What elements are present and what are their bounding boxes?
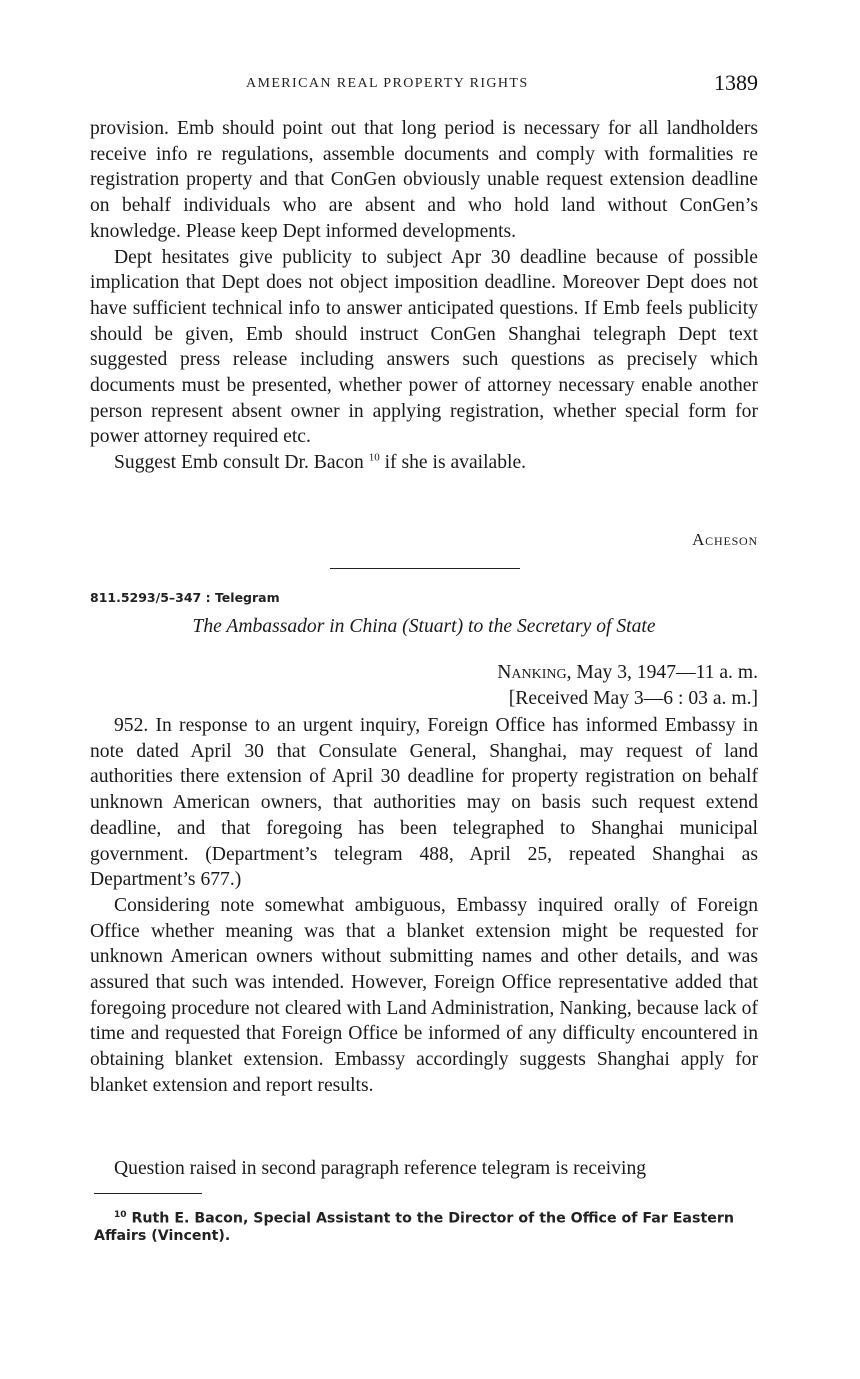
document-title: The Ambassador in China (Stuart) to the Secretary of State (192, 616, 656, 637)
footnote-divider (94, 1193, 202, 1194)
paragraph-text: Suggest Emb consult Dr. Bacon (114, 452, 364, 474)
date: May 3, 1947—11 a. m. (571, 662, 758, 683)
footnote-reference: 10 (368, 451, 380, 464)
place: Nanking, (497, 662, 572, 683)
paragraph: provision. Emb should point out that long period is necessary for all landholders receive info re regulations, assemble documents and comply with formalities re registration property and that ConGen obviously unable request extension deadline on behalf individuals who are absent and who hold land without ConGen’s knowledge. Please keep Dept informed developments. (90, 118, 758, 242)
paragraph: Question raised in second paragraph reference telegram is receiving (114, 1158, 647, 1179)
section-divider (330, 568, 520, 569)
telegram-continuation (90, 116, 758, 476)
date-sent (497, 660, 758, 686)
footnote-text: Ruth E. Bacon, Special Assistant to the Director of the Office of Far Eastern Affairs (Vincent). (94, 1210, 734, 1244)
signature: Acheson (692, 530, 758, 549)
running-head: AMERICAN REAL PROPERTY RIGHTS (246, 76, 529, 91)
telegram-body (90, 713, 758, 1099)
paragraph: 952. In response to an urgent inquiry, Foreign Office has informed Embassy in note dated April 30 that Consulate General, Shanghai, may request of land authorities there extension of April 30 deadline for property registration on behalf unknown American owners, that authorities may on basis such request extend deadline, and that foregoing has been telegraphed to Shanghai municipal government. (Department’s telegram 488, April 25, repeated Shanghai as Department’s 677.) (90, 715, 758, 891)
paragraph: Dept hesitates give publicity to subject Apr 30 deadline because of possible implication that Dept does not object imposition deadline. Moreover Dept does not have sufficient technical info to answer anticipated questions. If Emb feels publicity should be given, Emb should instruct ConGen Shanghai telegraph Dept text suggested press release including answers such questions as precisely which documents must be presented, whether power of attorney necessary enable another person represent absent owner in applying registration, whether special form for power attorney required etc. (90, 246, 758, 448)
dateline (497, 660, 758, 712)
paragraph: Considering note somewhat ambiguous, Embassy inquired orally of Foreign Office whether meaning was that a blanket extension might be requested for unknown American owners without submitting names and other details, and was assured that such was intended. However, Foreign Office representative added that foregoing procedure not cleared with Land Administration, Nanking, because lack of time and requested that Foreign Office be informed of any difficulty encountered in obtaining blanket extension. Embassy accordingly suggests Shanghai apply for blanket extension and report results. (90, 894, 758, 1096)
paragraph (90, 450, 758, 476)
file-reference: 811.5293/5–347 : Telegram (90, 590, 280, 605)
footnote-mark: 10 (114, 1210, 127, 1220)
date-received: [Received May 3—6 : 03 a. m.] (508, 688, 758, 709)
page-number: 1389 (714, 70, 758, 95)
footnote (94, 1207, 762, 1245)
paragraph-text: if she is available. (379, 452, 527, 474)
page-header (90, 70, 758, 100)
